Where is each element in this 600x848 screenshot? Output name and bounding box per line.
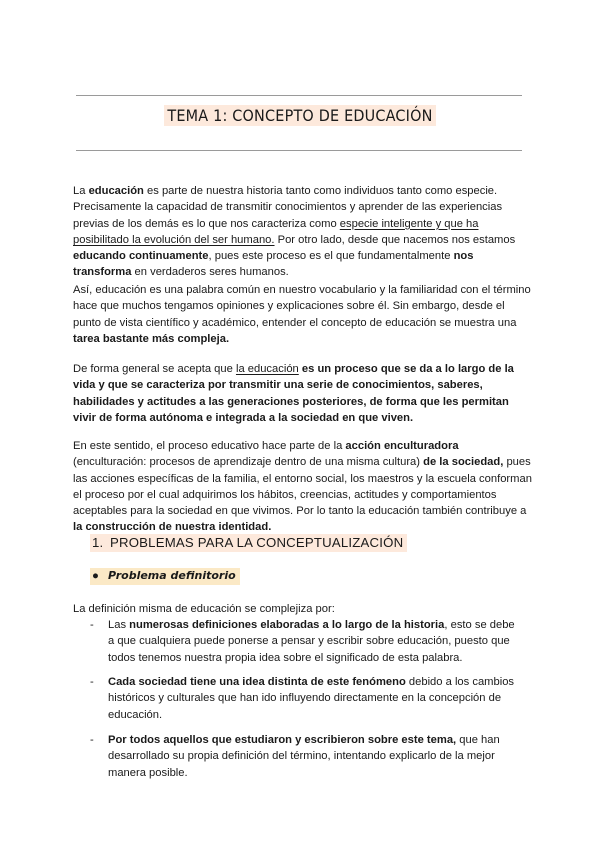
paragraph-definition: De forma general se acepta que la educación es un proceso que se da a lo largo de la vida y que se caracteriza por transmitir una serie de conocimientos, saberes, habilidades y actitudes a las generaciones posteriores, de forma que les permitan vivir de forma autónoma e integrada a la sociedad en que viven.	[73, 363, 514, 424]
bullet-icon: ●	[92, 570, 99, 582]
list-item: - Las numerosas definiciones elaboradas a lo largo de la historia, esto se debe a que cualquiera puede ponerse a pensar y escribir sobre educación, puesto que todos tenemos nuestra propia idea sobre el significado de esta palabra.	[90, 619, 515, 664]
page-title	[0, 106, 600, 125]
paragraph-intro: La educación es parte de nuestra historia tanto como individuos tanto como especie. Precisamente la capacidad de transmitir conocimientos y aprender de las experiencias previas de los demás es lo que nos caracteriza como especie inteligente y que ha posibilitado la evolución del ser humano. Por otro lado, desde que nacemos nos estamos educando continuamente, pues este proceso es el que fundamentalmente nos transforma en verdaderos seres humanos.	[73, 185, 516, 279]
bottom-divider	[76, 150, 522, 151]
dash-icon: -	[90, 676, 94, 688]
paragraph-enculturation: En este sentido, el proceso educativo hace parte de la acción enculturadora (enculturación: procesos de aprendizaje dentro de una misma cultura) de la sociedad, pues las acciones específicas de la familia, el entorno social, los maestros y la escuela conforman el proceso por el cual adquirimos los hábitos, creencias, actitudes y comportamientos aceptables para la sociedad en que vivimos. Por lo tanto la educación también contribuye a la construcción de nuestra identidad.	[73, 440, 532, 534]
underlined-phrase: especie inteligente y que ha posibilitado la evolución del ser humano.	[73, 217, 479, 246]
list-intro: La definición misma de educación se complejiza por:	[73, 603, 335, 615]
list-item: - Cada sociedad tiene una idea distinta de este fenómeno debido a los cambios históricos y culturales que han ido influyendo directamente en la concepción de educación.	[90, 676, 515, 721]
section-number: 1.	[92, 535, 104, 550]
subsection-heading	[90, 569, 240, 582]
subsection-label: Problema definitorio	[108, 569, 236, 582]
list-item: - Por todos aquellos que estudiaron y escribieron sobre este tema, que han desarrollado su propia definición del término, intentando explicarlo de la mejor manera posible.	[90, 734, 500, 779]
paragraph-complexity: Así, educación es una palabra común en nuestro vocabulario y la familiaridad con el término hace que muchos tengamos opiniones y explicaciones sobre él. Sin embargo, desde el punto de vista científico y académico, entender el concepto de educación se muestra una tarea bastante más compleja.	[73, 284, 531, 345]
dash-icon: -	[90, 619, 94, 631]
section-label: PROBLEMAS PARA LA CONCEPTUALIZACIÓN	[110, 535, 404, 550]
page-title-text: TEMA 1: CONCEPTO DE EDUCACIÓN	[164, 105, 435, 126]
keyword-educacion: educación	[88, 185, 144, 197]
section-heading	[90, 535, 510, 550]
dash-icon: -	[90, 734, 94, 746]
top-divider	[76, 95, 522, 96]
